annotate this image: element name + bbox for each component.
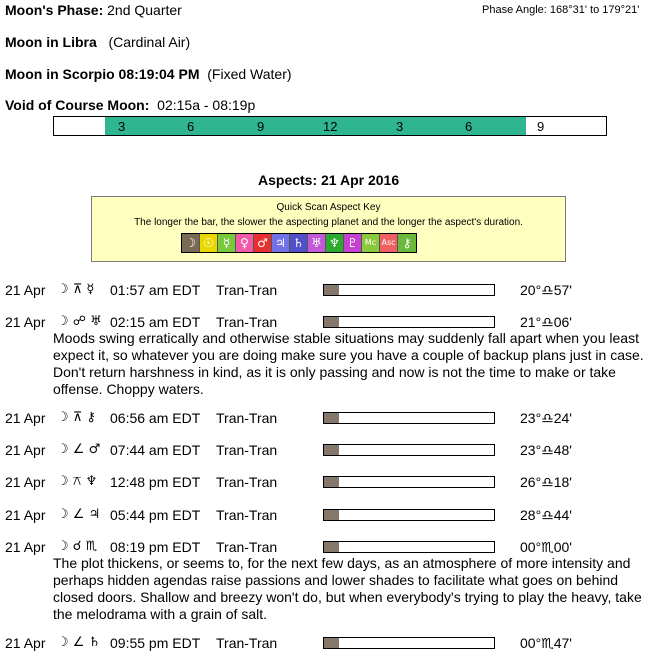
aspect-position: 28°♎44' [520,507,572,523]
aspect-type: Tran-Tran [216,474,278,490]
aspect-position: 00°♏47' [520,635,572,651]
aspect-type: Tran-Tran [216,314,278,330]
venus-icon: ♀ [236,234,254,252]
aspect-position: 23°♎24' [520,410,572,426]
aspect-time: 08:19 pm EDT [110,539,201,555]
aspect-position: 23°♎48' [520,442,572,458]
uranus-icon: ♅ [308,234,326,252]
moon-scorpio-label: Moon in Scorpio 08:19:04 PM [5,66,200,82]
aspect-date: 21 Apr [5,507,46,523]
aspect-time: 02:15 am EDT [110,314,201,330]
aspect-time: 06:56 am EDT [110,410,201,426]
moon-icon: ☽ [182,234,200,252]
aspect-glyph: ☽ ∠ ♃ [57,507,101,522]
aspect-duration-fill [324,477,339,487]
aspect-glyph: ☽ ⊼ ⚷ [57,410,96,425]
aspect-date: 21 Apr [5,314,46,330]
aspect-type: Tran-Tran [216,507,278,523]
aspect-duration-bar [323,444,495,456]
mercury-icon: ☿ [218,234,236,252]
aspect-duration-fill [324,413,339,423]
voc-label: Void of Course Moon: [5,97,150,113]
saturn-icon: ♄ [290,234,308,252]
aspect-duration-fill [324,285,339,295]
sun-icon: ☉ [200,234,218,252]
aspect-time: 05:44 pm EDT [110,507,201,523]
aspect-duration-fill [324,638,339,648]
aspect-description: The plot thickens, or seems to, for the next few days, as an atmosphere of more intensity and perhaps hidden agendas raise passions and lower shades to facilitate what goes on behind closed doors. Shallow and breezy won't do, but when everybody's trying to play the heavy, take the melodrama with a grain of salt. [53,555,642,622]
aspect-date: 21 Apr [5,635,46,651]
aspect-glyph: ☽ ☌ ♏ [57,539,98,554]
neptune-icon: ♆ [326,234,344,252]
aspect-glyph: ☽ ⊼ ☿ [57,282,95,297]
aspect-date: 21 Apr [5,442,46,458]
voc-tick-label: 12 [323,119,338,134]
aspect-duration-bar [323,509,495,521]
aspect-duration-bar [323,284,495,296]
aspect-glyph: ☽ ∠ ♄ [57,635,101,650]
aspect-position: 20°♎57' [520,282,572,298]
voc-timeline-fill [105,117,526,135]
phase-angle: Phase Angle: 168°31' to 179°21' [482,4,640,16]
aspect-duration-fill [324,510,339,520]
aspect-date: 21 Apr [5,282,46,298]
moon-phase-label: Moon's Phase: [5,2,104,18]
aspect-duration-bar [323,637,495,649]
aspect-duration-bar [323,541,495,553]
aspect-position: 00°♏00' [520,539,572,555]
aspect-description: Moods swing erratically and otherwise stable situations may suddenly fall apart when you least expect it, so whatever you are doing make sure you have a couple of backup plans just in case. Don't return harshness in kind, as it is only passing and now is not the time to make or take offense. Choppy waters. [53,330,644,397]
aspect-type: Tran-Tran [216,282,278,298]
aspect-time: 09:55 pm EDT [110,635,201,651]
aspect-key-description: The longer the bar, the slower the aspecting planet and the longer the aspect's duration. [134,217,523,228]
aspect-duration-fill [324,542,339,552]
aspect-glyph: ☽ ☍ ♅ [57,314,102,329]
jupiter-icon: ♃ [272,234,290,252]
aspect-key-box [91,196,566,262]
aspect-key-glyphs [181,233,417,253]
aspect-type: Tran-Tran [216,410,278,426]
voc-timeline-bar [53,116,607,136]
aspect-time: 01:57 am EDT [110,282,201,298]
voc-tick-label: 6 [465,119,473,134]
aspect-date: 21 Apr [5,539,46,555]
voc-tick-label: 9 [257,119,265,134]
aspect-date: 21 Apr [5,410,46,426]
voc-line [5,97,255,113]
voc-tick-label: 6 [187,119,195,134]
aspect-time: 12:48 pm EDT [110,474,201,490]
moon-scorpio-value: (Fixed Water) [207,66,292,82]
aspect-duration-bar [323,316,495,328]
voc-value: 02:15a - 08:19p [157,97,256,113]
aspect-position: 21°♎06' [520,314,572,330]
chiron-icon: ⚷ [398,234,416,252]
aspect-key-title: Quick Scan Aspect Key [276,202,381,213]
aspects-title [258,172,399,188]
voc-tick-label: 3 [118,119,126,134]
aspect-glyph: ☽ ⚻ ♆ [57,474,98,489]
mars-icon: ♂ [254,234,272,252]
moon-scorpio-line [5,66,292,82]
aspect-position: 26°♎18' [520,474,572,490]
ascendant-icon: Asc [380,234,398,252]
aspects-title-text: Aspects: 21 Apr 2016 [258,172,400,188]
aspect-time: 07:44 am EDT [110,442,201,458]
aspect-type: Tran-Tran [216,539,278,555]
aspect-duration-bar [323,412,495,424]
aspect-type: Tran-Tran [216,635,278,651]
aspect-glyph: ☽ ∠ ♂ [57,442,101,457]
moon-libra-label: Moon in Libra [5,34,97,50]
voc-tick-label: 3 [396,119,404,134]
voc-tick-label: 9 [537,119,545,134]
aspect-duration-fill [324,317,339,327]
aspect-duration-bar [323,476,495,488]
midheaven-icon: Mc [362,234,380,252]
moon-phase-line [5,2,182,18]
aspect-date: 21 Apr [5,474,46,490]
moon-libra-value: (Cardinal Air) [108,34,191,50]
aspect-type: Tran-Tran [216,442,278,458]
moon-libra-line [5,34,190,50]
aspect-duration-fill [324,445,339,455]
moon-phase-value: 2nd Quarter [107,2,182,18]
pluto-icon: ♇ [344,234,362,252]
